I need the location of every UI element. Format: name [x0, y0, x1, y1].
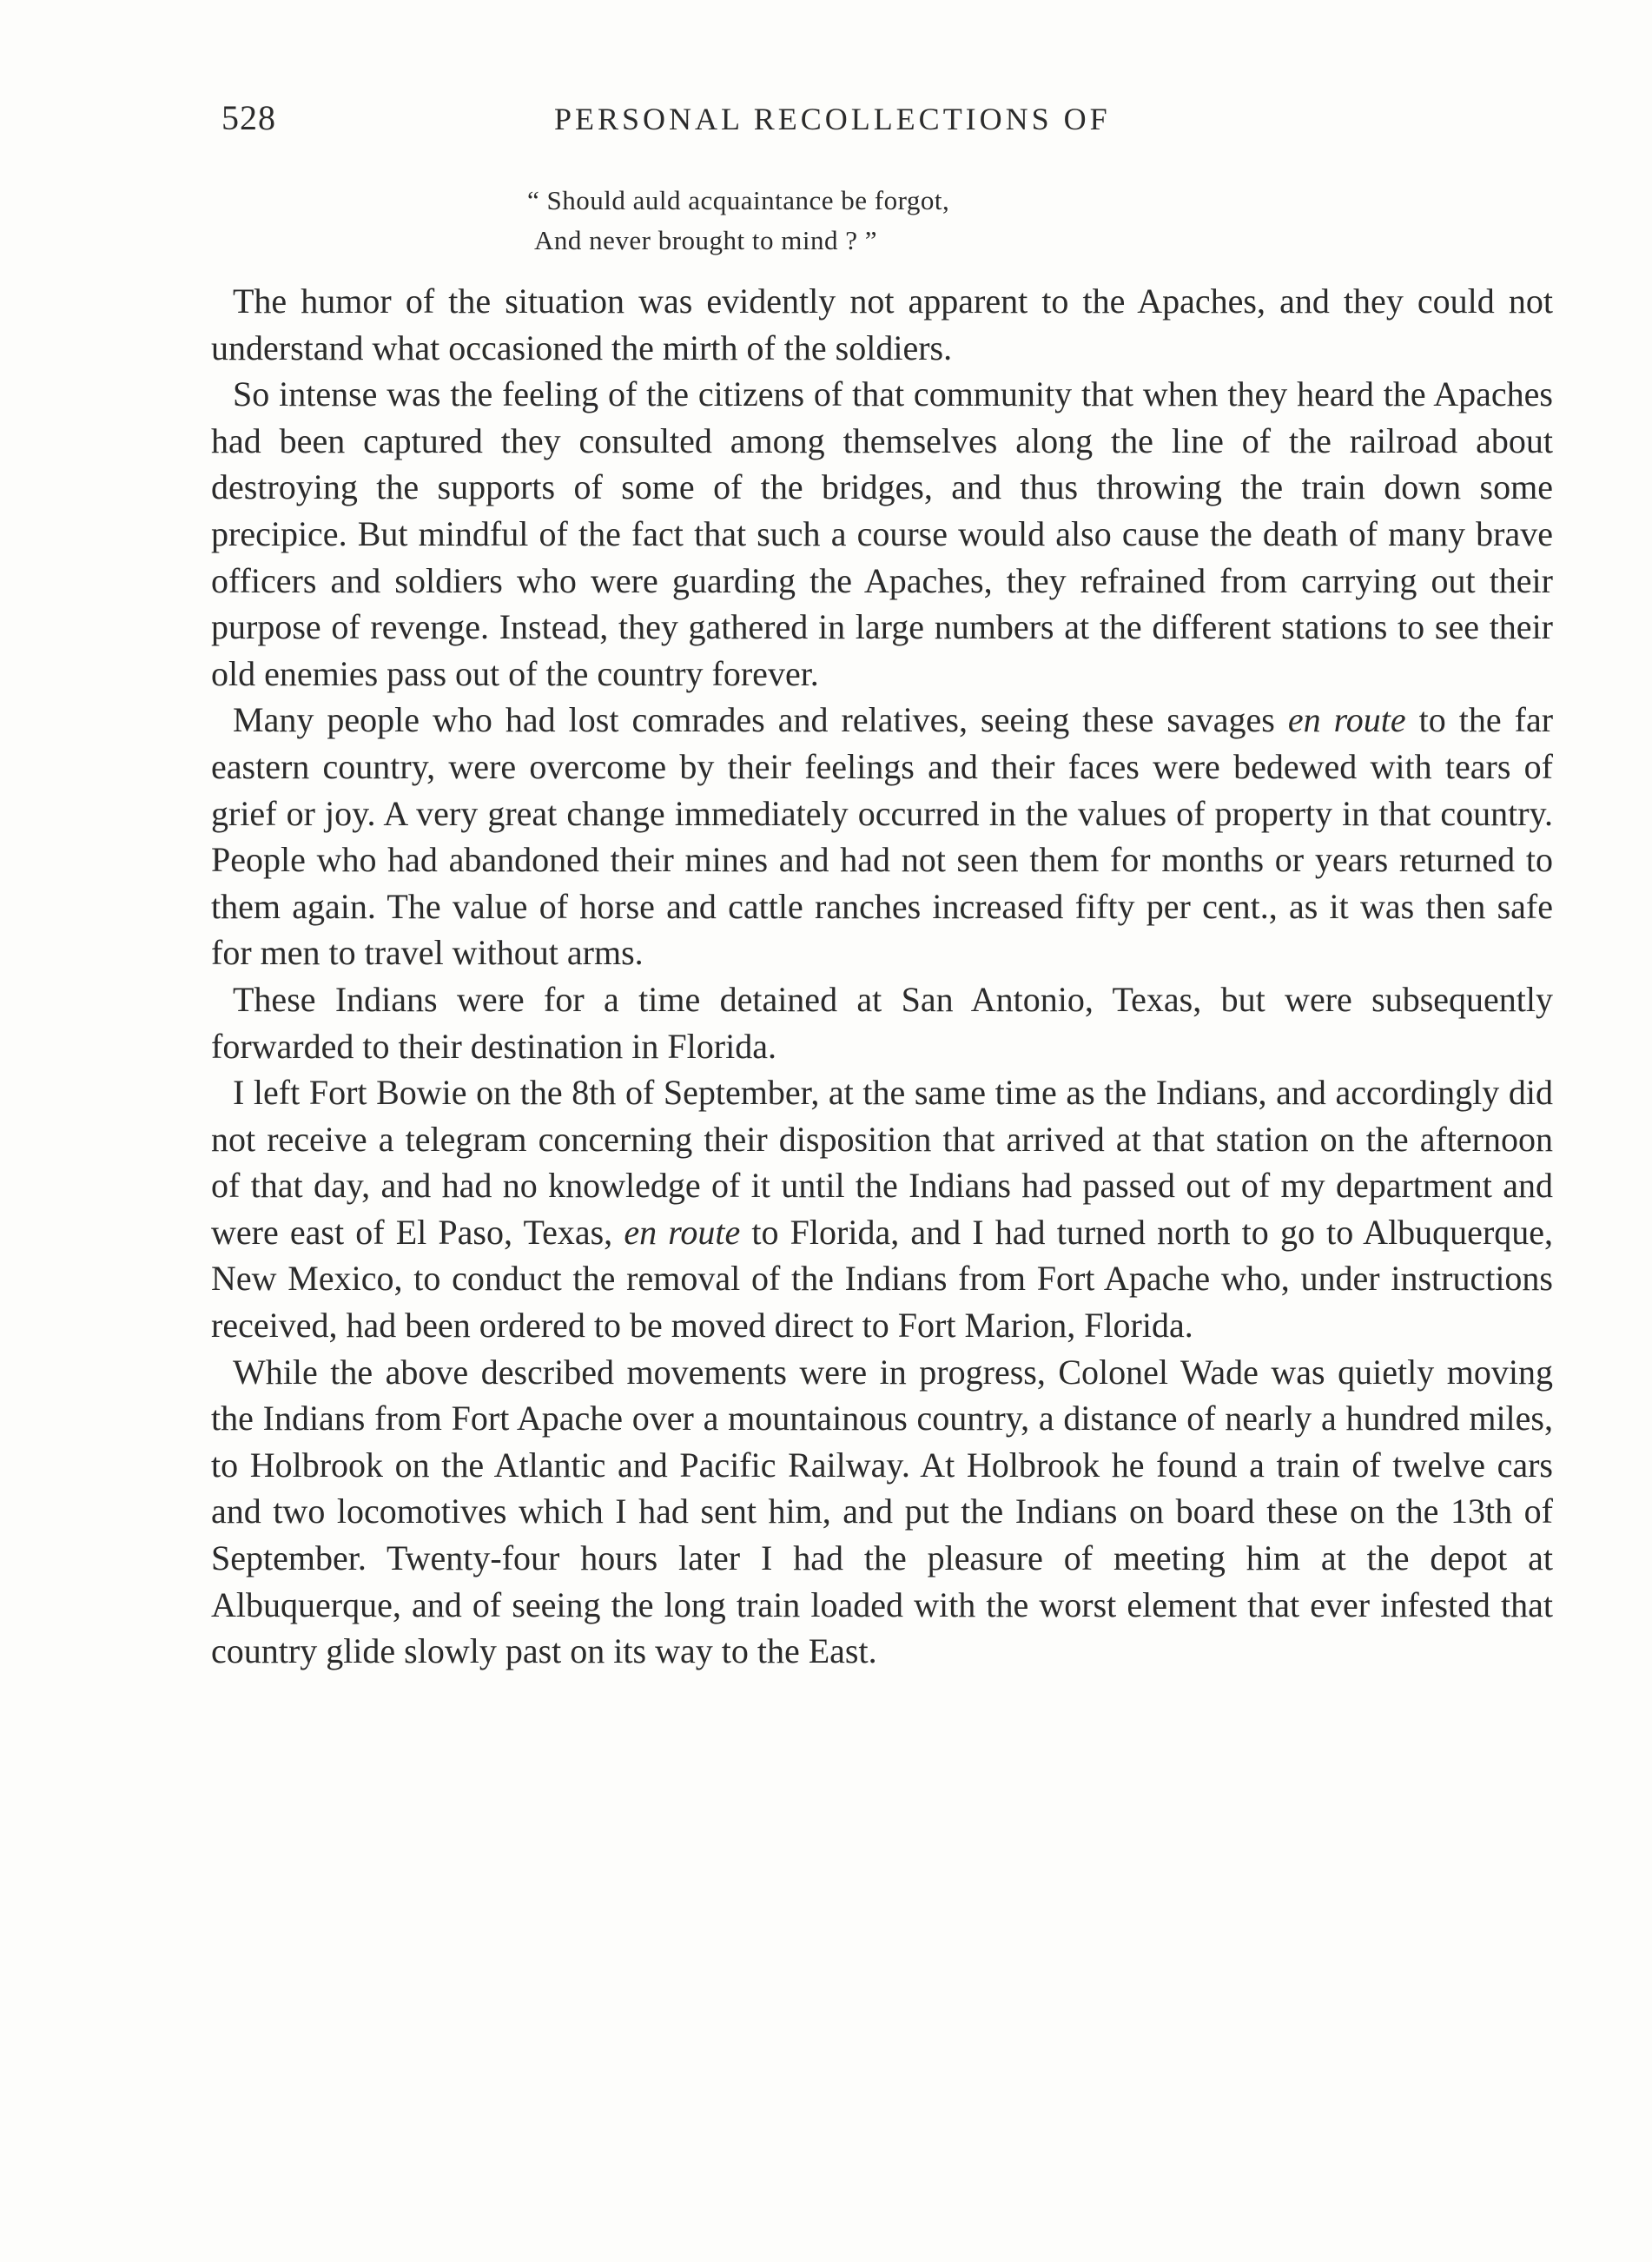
- running-title: PERSONAL RECOLLECTIONS OF: [554, 102, 1111, 136]
- paragraph-4: These Indians were for a time detained at San Antonio, Texas, but were subsequently forwarded to their destination in Florida.: [211, 979, 1553, 1066]
- running-head: [221, 97, 1550, 149]
- paragraph-3-italic: en route: [1287, 700, 1406, 740]
- paragraph-5-rest: to Florida, and I had turned north to go to Albuquerque, New Mexico, to conduct the removal of the Indians from Fort Apache who, under instructions received, had been ordered to be moved direct to Fort Marion, Florida.: [211, 1212, 1554, 1346]
- paragraph-5-italic: en route: [624, 1212, 741, 1252]
- paragraph-2: So intense was the feeling of the citizens of that community that when they heard the Apaches had been captured they consulted among themselves along the line of the railroad about destroying the supports of some of the bridges, and thus throwing the train down some precipice. But mindful of the fact that such a course would also cause the death of many brave officers and soldiers who were guarding the Apaches, they refrained from carrying out their purpose of revenge. Instead, they gathered in large numbers at the different stations to see their old enemies pass out of the country forever.: [211, 374, 1553, 693]
- paragraph-3-lead: Many people who had lost comrades and relatives, seeing these savages: [233, 700, 1275, 740]
- paragraph-3: [211, 697, 1553, 976]
- paragraph-5-lead: I left Fort Bowie on the 8th of September, at the same time as the Indians, and accordingly did not receive a telegram concerning their disposition that arrived at that station on the afternoon of that day, and had no knowledge of it until the Indians had passed out of my department and were east of El Paso, Texas,: [211, 1073, 1553, 1252]
- paragraph-6: While the above described movements were in progress, Colonel Wade was quietly moving the Indians from Fort Apache over a mountainous country, a distance of nearly a hundred miles, to Holbrook on the Atlantic and Pacific Railway. At Holbrook he found a train of twelve cars and two locomotives which I had sent him, and put the Indians on board these on the 13th of September. Twenty-four hours later I had the pleasure of meeting him at the depot at Albuquerque, and of seeing the long train loaded with the worst element that ever infested that country glide slowly past on its way to the East.: [211, 1352, 1553, 1671]
- paragraph-3-rest: to the far eastern country, were overcome by their feelings and their faces were bedewed with tears of grief or joy. A very great change immediately occurred in the values of property in that country. People who had abandoned their mines and had not seen them for months or years returned to them again. The value of horse and cattle ranches increased fifty per cent., as it was then safe for men to travel without arms.: [211, 700, 1554, 973]
- paragraph-1: The humor of the situation was evidently not apparent to the Apaches, and they could not understand what occasioned the mirth of the soldiers.: [211, 281, 1553, 367]
- page-number: 528: [221, 98, 276, 137]
- epigraph-line-1: “ Should auld acquaintance be forgot,: [527, 185, 950, 215]
- epigraph-line-2: And never brought to mind ? ”: [534, 225, 878, 255]
- paragraph-5: [211, 1069, 1553, 1349]
- epigraph-quote: [527, 181, 1309, 261]
- body-text: [211, 278, 1553, 1675]
